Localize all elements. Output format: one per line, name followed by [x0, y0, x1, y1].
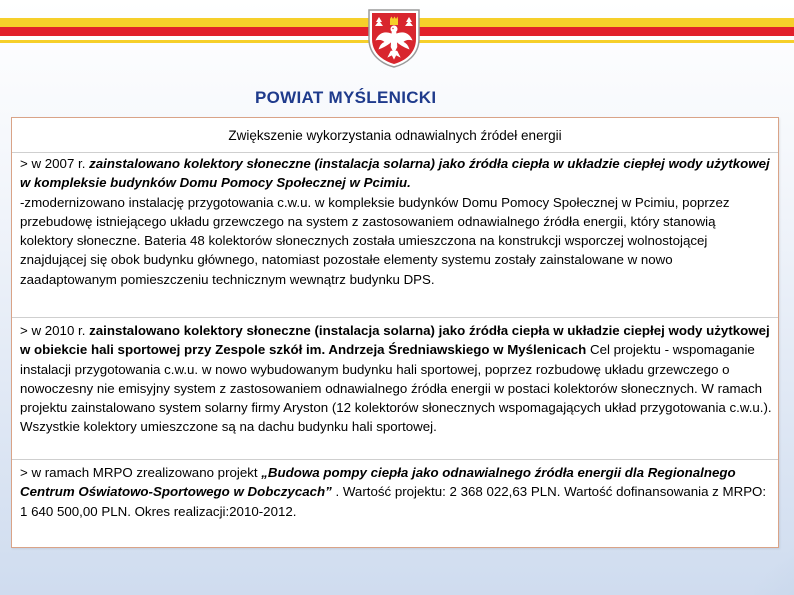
corner-decoration [754, 535, 794, 595]
paragraph-2007-body: -zmodernizowano instalację przygotowania c.w.u. w kompleksie budynków Domu Pomocy Społecznej w Pcimiu, poprzez przebudowę istniejącego układu grzewczego na system z zastosowaniem odnawialnego źródła energii, który stanowią kolektory słoneczne. Bateria 48 kolektorów słonecznych została umieszczona na konstrukcji wsporczej wolnostojącej znajdującej się obok budynku głównego, natomiast pozostałe elementy systemu zostały zainstalowane w nowo zaadaptowanym pomieszczeniu technicznym wewnątrz budynku DPS. [20, 194, 730, 287]
paragraph-mrpo-body: . Wartość projektu: 2 368 022,63 PLN. Wartość dofinansowania z MRPO: 1 640 500,00 PLN. Okres realizacji:2010-2012. [20, 484, 767, 519]
divider [12, 459, 778, 460]
content-panel [11, 117, 779, 548]
paragraph-mrpo-lead: > w ramach MRPO zrealizowano projekt [20, 465, 262, 480]
paragraph-2010-body: Cel projektu - wspomaganie instalacji przygotowania c.w.u. w nowo wybudowanym budynku hali sportowej, poprzez rozbudowę układu grzewczego o nowoczesny nie emisyjny system z zastosowaniem odnawialnego źródła energii w postaci kolektorów słonecznych. W ramach projektu zainstalowano system solarny firmy Aryston (12 kolektorów słonecznych wspomagających układ przygotowania c.w.u.). Wszystkie kolektory umieszczone są na dachu budynku hali sportowej. [20, 342, 772, 435]
page-title: POWIAT MYŚLENICKI [255, 88, 437, 107]
divider [12, 152, 778, 153]
paragraph-2007-highlight: zainstalowano kolektory słoneczne (instalacja solarna) jako źródła ciepła w układzie ciepłej wody użytkowej w kompleksie budynków Domu Pomocy Społecznej w Pcimiu. [20, 156, 770, 191]
paragraph-2010 [20, 321, 772, 437]
paragraph-mrpo [20, 463, 772, 521]
paragraph-2007-lead: > w 2007 r. [20, 156, 90, 171]
section-subtitle: Zwiększenie wykorzystania odnawialnych źródeł energii [228, 128, 562, 143]
paragraph-mrpo-highlight: „Budowa pompy ciepła jako odnawialnego źródła energii dla Regionalnego Centrum Oświatowo-Sportowego w Dobczycach” [20, 465, 736, 500]
paragraph-2010-highlight: zainstalowano kolektory słoneczne (instalacja solarna) jako źródła ciepła w układzie ciepłej wody użytkowej w obiekcie hali sportowej przy Zespole szkół im. Andrzeja Średniawskiego w Myślenicach [20, 323, 770, 358]
divider [12, 317, 778, 318]
paragraph-2007 [20, 154, 772, 289]
paragraph-2010-lead: > w 2010 r. [20, 323, 90, 338]
coat-of-arms-eagle-icon [366, 7, 422, 69]
